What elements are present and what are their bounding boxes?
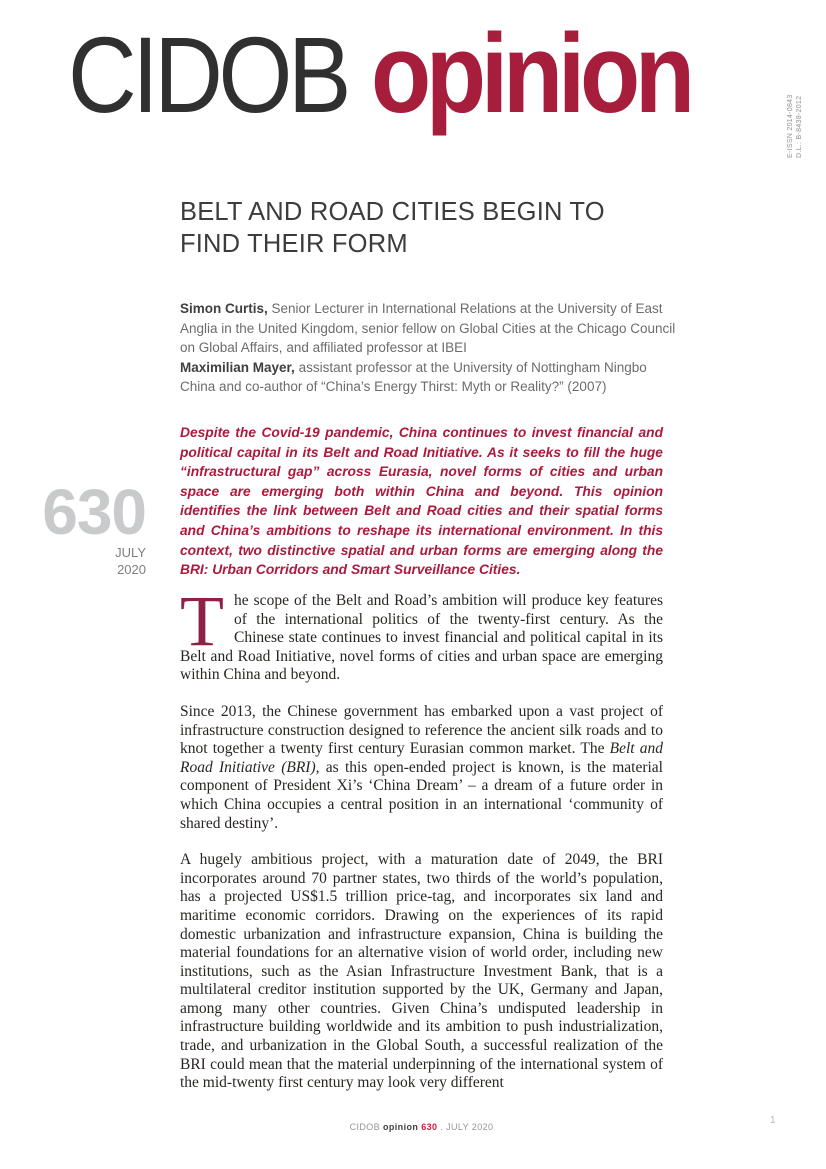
article-body (180, 581, 663, 1111)
dropcap-letter: T (180, 581, 224, 661)
issue-date (34, 545, 146, 578)
author-2-name: Maximilian Mayer, (180, 359, 295, 375)
paragraph-1-text: he scope of the Belt and Road’s ambition will produce key features of the international politics of the twenty-first century. As the Chinese state continues to invest financial and political capital in its Belt and Road Initiative, novel forms of cities and urban space are emerging within China and beyond. (180, 592, 663, 684)
issue-year: 2020 (117, 561, 146, 577)
brand-logo-cidob: CIDOB (68, 14, 348, 135)
author-1-bio: Senior Lecturer in International Relations at the University of East Anglia in the United Kingdom, senior fellow on Global Cities at the Chicago Council on Global Affairs, and affiliated professor at IBEI (180, 301, 676, 355)
brand-logo-opinion: opinion (371, 11, 690, 136)
paragraph-3: A hugely ambitious project, with a maturation date of 2049, the BRI incorporates around 70 partner states, two thirds of the world’s population, has a projected US$1.5 trillion price-tag, and incorporates six land and maritime economic corridors. Drawing on the experiences of its rapid domestic urbanization and infrastructure expansion, China is building the material foundations for an alternative vision of world order, including new institutions, such as the Asian Infrastructure Investment Bank, that is a multilateral creditor institution supported by the UK, Germany and Japan, among many other countries. Given China’s undisputed leadership in infrastructure building worldwide and its ambition to push industrialization, trade, and urbanization in the Global South, a successful realization of the BRI could mean that the material underpinning of the international system of the mid-twenty first century may look very different (180, 851, 663, 1092)
author-1 (180, 299, 685, 358)
issn-vertical-text (786, 46, 804, 158)
issue-month: JULY (115, 545, 146, 560)
author-1-name: Simon Curtis, (180, 301, 268, 316)
page-footer (180, 1122, 663, 1132)
deposit-line: D.L.: B-8438-2012 (796, 95, 803, 158)
paragraph-2-italic: Belt and Road Initiative (BRI), (180, 740, 663, 776)
paragraph-1 (180, 581, 663, 685)
paragraph-2 (180, 703, 663, 833)
author-2-bio: assistant professor at the University of Nottingham Ningbo China and co-author of “China’s Energy Thirst: Myth or Reality?” (2007) (180, 359, 647, 394)
issn-line: E-ISSN 2014-0843 (787, 94, 794, 158)
issue-number: 630 (42, 476, 146, 548)
page-number: 1 (770, 1115, 776, 1126)
author-block (180, 299, 685, 397)
paragraph-2-pre: Since 2013, the Chinese government has embarked upon a vast project of infrastructure construction designed to reference the ancient silk roads and to knot together a twenty first century Eurasian common market. The (180, 702, 663, 758)
footer-brand: CIDOB (349, 1122, 381, 1132)
footer-issue-number: 630 (421, 1122, 438, 1132)
footer-wordmark: opinion (382, 1122, 419, 1132)
paragraph-2-post: as this open-ended project is known, is the material component of President Xi’s ‘China Dream’ – a dream of a future order in which China occupies a central position in an international ‘community of shared destiny’. (180, 758, 663, 832)
page-title: BELT AND ROAD CITIES BEGIN TO FIND THEIR FORM (180, 198, 605, 258)
abstract: Despite the Covid-19 pandemic, China continues to invest financial and political capital in its Belt and Road Initiative. As it seeks to fill the huge “infrastructural gap” across Eurasia, novel forms of cities and urban space are emerging both within China and beyond. This opinion identifies the link between Belt and Road cities and their spatial forms and China’s ambitions to reshape its international environment. In this context, two distinctive spatial and urban forms are emerging along the BRI: Urban Corridors and Smart Surveillance Cities. (180, 425, 663, 578)
issue-block (34, 476, 146, 578)
author-2 (180, 358, 685, 397)
footer-date: . JULY 2020 (440, 1122, 494, 1132)
masthead (68, 11, 733, 136)
